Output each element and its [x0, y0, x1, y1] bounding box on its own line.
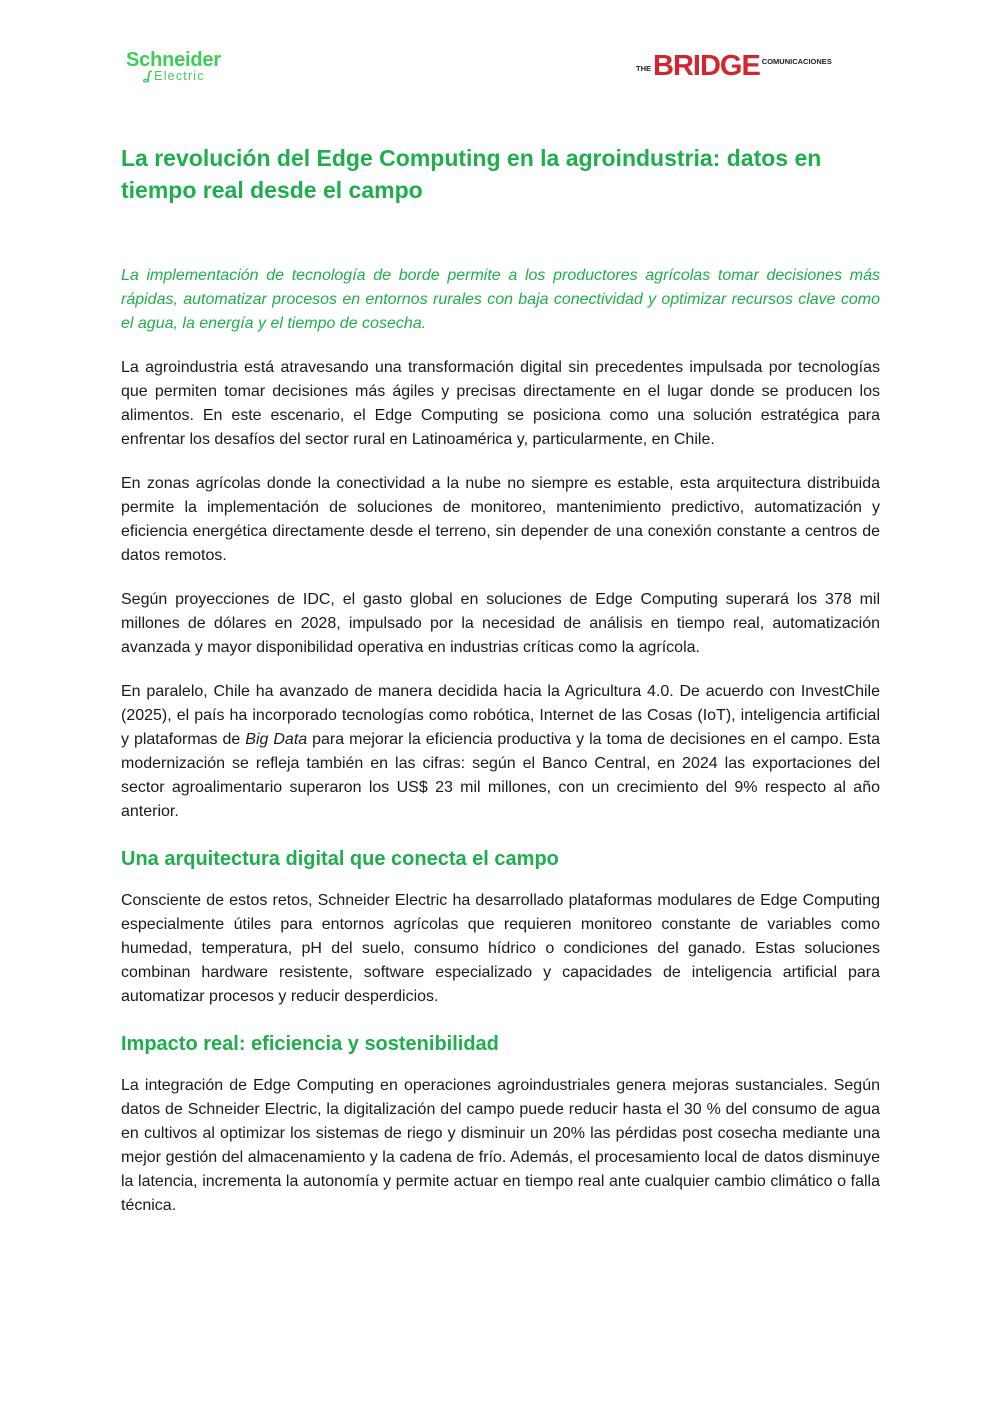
paragraph-4 — [121, 680, 880, 824]
section-impact-text: La integración de Edge Computing en operaciones agroindustriales genera mejoras sustanciales. Según datos de Schneider Electric, la digitalización del campo puede reducir hasta el 30 % del consumo de agua en cultivos al optimizar los sistemas de riego y disminuir un 20% las pérdidas post cosecha mediante una mejor gestión del almacenamiento y la cadena de frío. Además, el procesamiento local de datos disminuye la latencia, incrementa la autonomía y permite actuar en tiempo real ante cualquier cambio climático o falla técnica. — [121, 1077, 880, 1214]
paragraph-3: Según proyecciones de IDC, el gasto global en soluciones de Edge Computing superará los 378 mil millones de dólares en 2028, impulsado por la necesidad de análisis en tiempo real, automatización avanzada y mayor disponibilidad operativa en industrias críticas como la agrícola. — [121, 591, 880, 656]
bridge-logo-name: BRIDGE — [653, 50, 760, 82]
schneider-electric-logo — [126, 50, 221, 83]
page-header — [0, 48, 1000, 88]
se-logo-subtext — [144, 69, 221, 83]
se-logo-electric: Electric — [154, 69, 205, 83]
section-architecture-text: Consciente de estos retos, Schneider Electric ha desarrollado plataformas modulares de Edge Computing especialmente útiles para entornos agrícolas que requieren monitoreo constante de variables como humedad, temperatura, pH del suelo, consumo hídrico o condiciones del ganado. Estas soluciones combinan hardware resistente, software especializado y capacidades de inteligencia artificial para automatizar procesos y reducir desperdicios. — [121, 892, 880, 1005]
bridge-logo-the: THE — [636, 64, 651, 73]
paragraph-2: En zonas agrícolas donde la conectividad a la nube no siempre es estable, esta arquitectura distribuida permite la implementación de soluciones de monitoreo, mantenimiento predictivo, automatización y eficiencia energética directamente desde el terreno, sin depender de una conexión constante a centros de datos remotos. — [121, 475, 880, 564]
section-heading-impact: Impacto real: eficiencia y sostenibilidad — [121, 1033, 499, 1055]
paragraph-4-before: En paralelo, Chile ha avanzado de manera decidida hacia la Agricultura 4.0. De acuerdo con InvestChile (2025), el país ha incorporado tecnologías como robótica, Internet de las Cosas (IoT), inteligencia artificial y plataformas de — [121, 683, 880, 748]
paragraph-4-after: para mejorar la eficiencia productiva y la toma de decisiones en el campo. Esta modernización se refleja también en las cifras: según el Banco Central, en 2024 las exportaciones del sector agroalimentario superaron los US$ 23 mil millones, con un crecimiento del 9% respecto al año anterior. — [121, 731, 881, 820]
se-logo-wordmark: Schneider — [126, 49, 221, 71]
article-title: La revolución del Edge Computing en la agroindustria: datos en tiempo real desde el campo — [121, 145, 822, 203]
paragraph-4-emphasis: Big Data — [245, 731, 308, 748]
se-logo-mark-icon: ʆ — [144, 68, 153, 83]
section-heading-architecture: Una arquitectura digital que conecta el campo — [121, 848, 559, 870]
paragraph-1: La agroindustria está atravesando una transformación digital sin precedentes impulsada por tecnologías que permiten tomar decisiones más ágiles y precisas directamente en el lugar donde se producen los alimentos. En este escenario, el Edge Computing se posiciona como una solución estratégica para enfrentar los desafíos del sector rural en Latinoamérica y, particularmente, en Chile. — [121, 359, 880, 448]
article-lead: La implementación de tecnología de borde permite a los productores agrícolas tomar decisiones más rápidas, automatizar procesos en entornos rurales con baja conectividad y optimizar recursos clave como el agua, la energía y el tiempo de cosecha. — [121, 267, 880, 332]
bridge-logo-suffix: COMUNICACIONES — [761, 57, 832, 66]
the-bridge-logo — [636, 50, 832, 82]
article-content — [121, 142, 880, 1218]
